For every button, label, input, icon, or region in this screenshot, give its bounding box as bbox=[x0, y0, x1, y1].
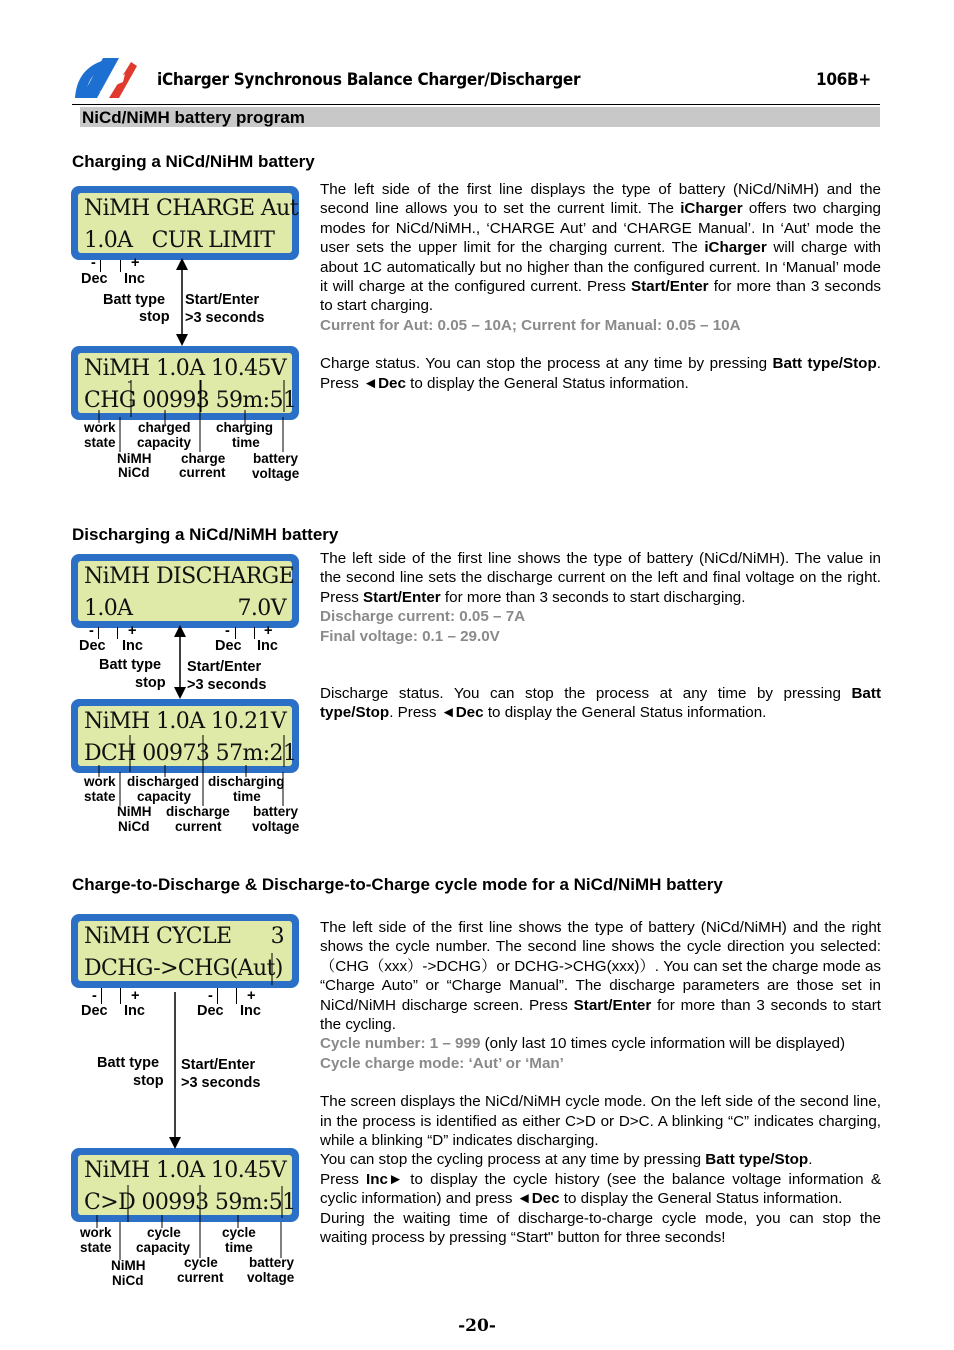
cycle-label: cycle bbox=[147, 1225, 181, 1240]
battery-label: battery bbox=[253, 804, 299, 819]
batt-type-label: Batt type bbox=[99, 657, 162, 673]
dec-button-label: Dec bbox=[81, 1003, 108, 1019]
nimh-label: NiMH bbox=[111, 1258, 146, 1273]
lcd-current: 1.0A bbox=[156, 709, 205, 734]
cycle-paragraph-1: The left side of the first line shows the type of battery (NiCd/NiMH) and the right shows the cycle number. The second line shows the cycle direction you selected: （CHG（xxx）->DCHG）or DCHG->CHG(xxx)）. You can set the charge mode as “Charge Auto” or “Charge Manual”. The discharge parameters are those set in NiCd/NiMH discharge screen. Press Start/Enter for more than 3 seconds to start the cycling. bbox=[320, 919, 881, 1034]
stop-label: stop bbox=[135, 675, 166, 691]
cycle-heading: Charge-to-Discharge & Discharge-to-Charge cycle mode for a NiCd/NiMH battery bbox=[72, 875, 723, 894]
discharge-heading: Discharging a NiCd/NiMH battery bbox=[72, 525, 339, 544]
dec-button-label: Dec bbox=[81, 271, 108, 287]
cycle-paragraph-2: The screen displays the NiCd/NiMH cycle mode. On the left side of the second line, in the process is identified as either C>D or D>C. A blinking “C” indicates charging, while a blinking “D” indicates discharging. bbox=[320, 1093, 881, 1150]
dec-sign: - bbox=[91, 255, 96, 271]
inc-button-label: Inc bbox=[122, 638, 143, 654]
lcd-voltage: 10.45V bbox=[210, 356, 287, 381]
dec-button-label: Dec bbox=[79, 638, 106, 654]
page-number: -20- bbox=[458, 1316, 496, 1336]
time-label: time bbox=[232, 435, 260, 450]
inc-sign: + bbox=[264, 623, 273, 639]
inc-sign: + bbox=[247, 988, 256, 1004]
work-label: work bbox=[84, 420, 116, 435]
discharge-paragraph-2: Discharge status. You can stop the process at any time by pressing Batt type/Stop. Press ◄Dec to display the General Status information. bbox=[320, 685, 881, 722]
nicd-label: NiCd bbox=[112, 1273, 144, 1288]
start-enter-label: Start/Enter bbox=[185, 292, 260, 308]
inc-button-label: Inc bbox=[124, 271, 145, 287]
seconds-label: >3 seconds bbox=[187, 677, 267, 693]
discharged-label: discharged bbox=[127, 774, 200, 789]
section-title: NiCd/NiMH battery program bbox=[82, 108, 305, 127]
nicd-label: NiCd bbox=[118, 465, 150, 480]
battery-label: battery bbox=[249, 1255, 295, 1270]
cycle-label: cycle bbox=[222, 1225, 256, 1240]
lcd-current-setting: 1.0A bbox=[84, 596, 133, 621]
inc-sign: + bbox=[131, 255, 140, 271]
dec-sign: - bbox=[225, 623, 230, 639]
cycle-spec-mode: Cycle charge mode: ‘Aut’ or ‘Man’ bbox=[320, 1054, 564, 1072]
cycle-label: cycle bbox=[184, 1255, 218, 1270]
current-label: current bbox=[177, 1270, 224, 1285]
lcd-time: 57m:21 bbox=[215, 741, 297, 766]
charge-spec: Current for Aut: 0.05 – 10A; Current for Manual: 0.05 – 10A bbox=[320, 316, 741, 334]
batt-type-label: Batt type bbox=[97, 1055, 160, 1071]
cycle-paragraph-5: During the waiting time of discharge-to-charge cycle mode, you can stop the waiting process by pressing “Start" button for three seconds! bbox=[320, 1209, 881, 1247]
current-label: current bbox=[175, 819, 222, 834]
start-enter-label: Start/Enter bbox=[181, 1057, 256, 1073]
header-title: iCharger Synchronous Balance Charger/Discharger bbox=[157, 70, 581, 90]
nicd-label: NiCd bbox=[118, 819, 150, 834]
time-label: time bbox=[233, 789, 261, 804]
discharge-spec-voltage: Final voltage: 0.1 – 29.0V bbox=[320, 627, 500, 645]
inc-button-label: Inc bbox=[240, 1003, 261, 1019]
lcd-line-1: NiMH CYCLE bbox=[84, 924, 232, 949]
state-label: state bbox=[84, 435, 116, 450]
work-label: work bbox=[80, 1225, 112, 1240]
lcd-current: 1.0A bbox=[156, 1158, 205, 1183]
cycle-paragraph-4: Press Inc► to display the cycle history (see the balance voltage information & cyclic information) and press ◄Dec to display the General Status information. bbox=[320, 1170, 881, 1208]
lcd-final-voltage: 7.0V bbox=[237, 596, 286, 621]
lcd-capacity: 00973 bbox=[142, 741, 210, 766]
charge-heading: Charging a NiCd/NiHM battery bbox=[72, 152, 315, 171]
lcd-voltage: 10.21V bbox=[210, 709, 287, 734]
charged-label: charged bbox=[138, 420, 191, 435]
state-label: state bbox=[80, 1240, 112, 1255]
charge-paragraph-2: Charge status. You can stop the process at any time by pressing Batt type/Stop. Press ◄Dec to display the General Status information. bbox=[320, 355, 881, 392]
lcd-work-state: CHG bbox=[84, 388, 136, 413]
inc-button-label: Inc bbox=[124, 1003, 145, 1019]
current-label: current bbox=[179, 465, 226, 480]
lcd-battery-type: NiMH bbox=[84, 1158, 150, 1183]
discharge-paragraph-1: The left side of the first line shows the type of battery (NiCd/NiMH). The value in the second line sets the discharge current on the left and final voltage on the right. Press Start/Enter for more than 3 seconds to start discharging. bbox=[320, 550, 881, 606]
voltage-label: voltage bbox=[247, 1270, 295, 1285]
cycle-spec-number: Cycle number: 1 – 999 (only last 10 times cycle information will be displayed) bbox=[320, 1035, 846, 1053]
lcd-battery-type: NiMH bbox=[84, 356, 150, 381]
lcd-work-state: DCH bbox=[84, 741, 136, 766]
dec-button-label: Dec bbox=[215, 638, 242, 654]
charge-label: charge bbox=[181, 451, 226, 466]
batt-type-label: Batt type bbox=[103, 292, 166, 308]
lcd-line-2: 1.0A CUR LIMIT bbox=[84, 228, 275, 253]
lcd-time: 59m:51 bbox=[215, 388, 297, 413]
dec-sign: - bbox=[92, 988, 97, 1004]
lcd-work-state: C>D bbox=[84, 1190, 136, 1215]
nimh-label: NiMH bbox=[117, 804, 152, 819]
start-enter-label: Start/Enter bbox=[187, 659, 262, 675]
lcd-cycle-direction: DCHG->CHG(Aut) bbox=[84, 956, 283, 981]
nimh-label: NiMH bbox=[117, 451, 152, 466]
seconds-label: >3 seconds bbox=[185, 310, 265, 326]
lcd-capacity: 00993 bbox=[142, 388, 210, 413]
lcd-battery-type: NiMH bbox=[84, 709, 150, 734]
time-label: time bbox=[225, 1240, 253, 1255]
lcd-current: 1.0A bbox=[156, 356, 205, 381]
voltage-label: voltage bbox=[252, 819, 300, 834]
discharge-spec-current: Discharge current: 0.05 – 7A bbox=[320, 608, 526, 626]
capacity-label: capacity bbox=[137, 789, 192, 804]
charge-paragraph-1: The left side of the first line displays the type of battery (NiCd/NiMH) and the second line allows you to set the current limit. The iCharger offers two charging modes for NiCd/NiMH., ‘CHARGE Aut’ and ‘CHARGE Manual’. In ‘Aut’ mode the user sets the upper limit for the charging current. The iCharger will charge with about 1C automatically but no higher than the configured current. In ‘Manual’ mode it will charge at the configured current. Press Start/Enter for more than 3 seconds to start charging. bbox=[320, 181, 881, 315]
inc-sign: + bbox=[128, 623, 137, 639]
dec-sign: - bbox=[208, 988, 213, 1004]
capacity-label: capacity bbox=[136, 1240, 191, 1255]
state-label: state bbox=[84, 789, 116, 804]
lcd-line-1: NiMH DISCHARGE bbox=[84, 564, 295, 589]
battery-label: battery bbox=[253, 451, 299, 466]
discharge-label: discharge bbox=[166, 804, 230, 819]
header-model: 106B+ bbox=[816, 70, 871, 90]
inc-sign: + bbox=[131, 988, 140, 1004]
seconds-label: >3 seconds bbox=[181, 1075, 261, 1091]
dec-sign: - bbox=[89, 623, 94, 639]
work-label: work bbox=[84, 774, 116, 789]
stop-label: stop bbox=[139, 309, 170, 325]
charging-label: charging bbox=[216, 420, 274, 435]
lcd-voltage: 10.45V bbox=[210, 1158, 287, 1183]
stop-label: stop bbox=[133, 1073, 164, 1089]
lcd-cycle-number: 3 bbox=[270, 924, 284, 949]
capacity-label: capacity bbox=[137, 435, 192, 450]
cycle-paragraph-3: You can stop the cycling process at any time by pressing Batt type/Stop. bbox=[320, 1151, 813, 1169]
inc-button-label: Inc bbox=[257, 638, 278, 654]
lcd-line-1: NiMH CHARGE Aut bbox=[84, 196, 298, 221]
dec-button-label: Dec bbox=[197, 1003, 224, 1019]
lcd-capacity: 00993 bbox=[141, 1190, 209, 1215]
voltage-label: voltage bbox=[252, 466, 300, 481]
lcd-time: 59m:51 bbox=[214, 1190, 296, 1215]
discharging-label: discharging bbox=[208, 774, 285, 789]
